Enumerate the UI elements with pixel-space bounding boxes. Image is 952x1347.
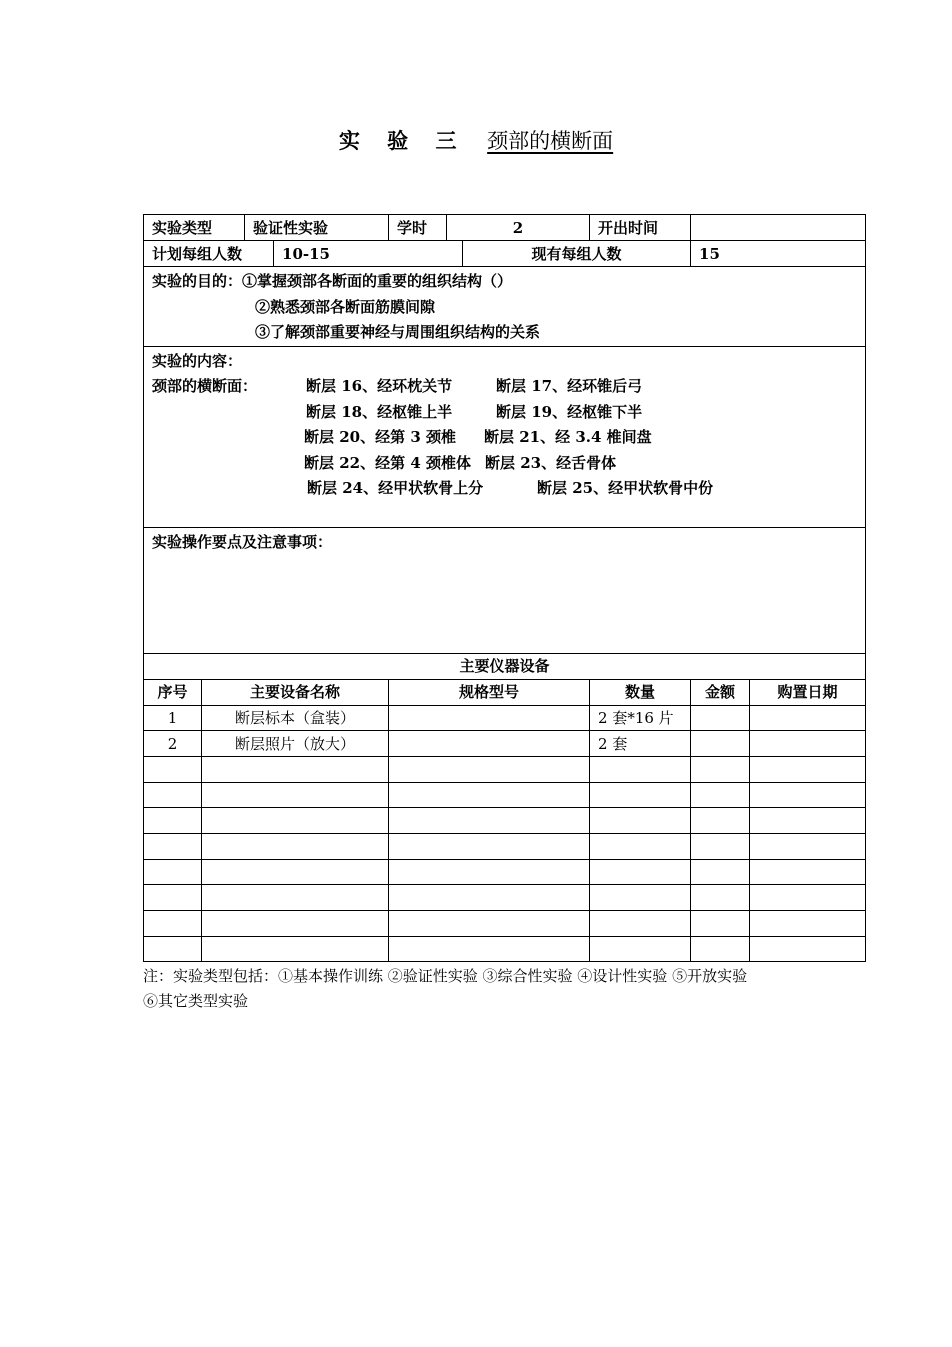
table-cell: [691, 859, 750, 885]
title-sub: 颈部的横断面: [487, 129, 614, 153]
table-row: [144, 705, 866, 731]
table-cell: [389, 911, 590, 937]
table-cell: [590, 808, 691, 834]
content-item: 断层 20、经第 3 颈椎: [304, 428, 456, 446]
table-cell: 断层标本（盒装）: [202, 705, 389, 731]
equipment-title: 主要仪器设备: [144, 653, 866, 679]
table-cell: 2: [144, 731, 202, 757]
table-cell: [202, 756, 389, 782]
table-cell: 2 套: [590, 731, 691, 757]
table-row: [144, 833, 866, 859]
table-cell: [202, 782, 389, 808]
table-cell: [144, 782, 202, 808]
table-cell: [389, 833, 590, 859]
table-cell: [750, 911, 866, 937]
content-item: 断层 22、经第 4 颈椎体: [304, 453, 471, 472]
table-cell: [590, 936, 691, 962]
content-item: 断层 21、经 3.4 椎间盘: [484, 428, 652, 446]
column-header: 规格型号: [389, 679, 590, 705]
title-main: 实 验 三: [338, 128, 467, 153]
experiment-form: [143, 214, 866, 962]
table-cell: [590, 911, 691, 937]
objective-item: ②熟悉颈部各断面筋膜间隙: [255, 297, 436, 316]
table-cell: [144, 859, 202, 885]
table-cell: [691, 936, 750, 962]
content-item: 断层 25、经甲状软骨中份: [537, 479, 714, 497]
table-cell: [144, 936, 202, 962]
table-cell: [144, 808, 202, 834]
table-cell: [691, 885, 750, 911]
table-cell: [750, 859, 866, 885]
type-value: 验证性实验: [245, 215, 389, 241]
table-cell: [202, 911, 389, 937]
objectives-cell: [144, 267, 866, 347]
table-cell: [750, 756, 866, 782]
table-cell: [590, 782, 691, 808]
table-cell: [750, 808, 866, 834]
table-cell: [750, 705, 866, 731]
footnote: [143, 964, 859, 1014]
table-row: [144, 911, 866, 937]
table-row: [144, 808, 866, 834]
table-cell: [691, 808, 750, 834]
hours-value: 2: [447, 215, 590, 241]
table-cell: 断层照片（放大）: [202, 731, 389, 757]
table-row: [144, 936, 866, 962]
table-cell: [202, 936, 389, 962]
table-cell: [691, 833, 750, 859]
table-cell: [389, 936, 590, 962]
column-header: 购置日期: [750, 679, 866, 705]
notes-label: 实验操作要点及注意事项：: [152, 532, 333, 551]
table-cell: [202, 859, 389, 885]
column-header: 金额: [691, 679, 750, 705]
table-cell: [590, 885, 691, 911]
table-row: [144, 885, 866, 911]
content-label: 实验的内容：: [152, 351, 243, 370]
table-cell: [389, 885, 590, 911]
table-cell: [590, 833, 691, 859]
equipment-rows: [144, 705, 866, 962]
plan-group-value: 10-15: [274, 241, 463, 267]
table-cell: [750, 885, 866, 911]
table-cell: [691, 705, 750, 731]
table-row: [144, 859, 866, 885]
table-cell: [144, 756, 202, 782]
table-cell: [750, 833, 866, 859]
table-row: [144, 756, 866, 782]
column-header: 主要设备名称: [202, 679, 389, 705]
table-cell: [691, 756, 750, 782]
equipment-header-row: [144, 679, 866, 705]
start-time-label: 开出时间: [590, 215, 691, 241]
table-cell: [691, 731, 750, 757]
table-cell: [202, 833, 389, 859]
table-cell: 1: [144, 705, 202, 731]
content-cell: [144, 346, 866, 527]
table-cell: [750, 936, 866, 962]
page-title: [0, 126, 952, 156]
objective-item: ①掌握颈部各断面的重要的组织结构（）: [242, 272, 513, 290]
table-row: [144, 782, 866, 808]
table-cell: [202, 808, 389, 834]
table-cell: 2 套*16 片: [590, 705, 691, 731]
table-cell: [389, 705, 590, 731]
content-item: 断层 17、经环锥后弓: [496, 377, 643, 395]
column-header: 序号: [144, 679, 202, 705]
table-cell: [144, 833, 202, 859]
table-cell: [389, 808, 590, 834]
table-cell: [691, 782, 750, 808]
table-cell: [144, 911, 202, 937]
footnote-line: 注：实验类型包括：①基本操作训练 ②验证性实验 ③综合性实验 ④设计性实验 ⑤开放实验: [143, 967, 748, 985]
objectives-label: 实验的目的：: [152, 272, 243, 290]
table-cell: [691, 911, 750, 937]
table-cell: [750, 782, 866, 808]
table-cell: [389, 859, 590, 885]
content-item: 断层 23、经舌骨体: [485, 453, 617, 472]
content-item: 断层 18、经枢锥上半: [306, 402, 453, 421]
notes-cell: [144, 527, 866, 653]
start-time-value: [691, 215, 866, 241]
content-item: 断层 24、经甲状软骨上分: [307, 479, 484, 497]
column-header: 数量: [590, 679, 691, 705]
footnote-line: ⑥其它类型实验: [143, 992, 249, 1010]
content-item: 断层 16、经环枕关节: [306, 377, 453, 395]
table-row: [144, 731, 866, 757]
actual-group-label: 现有每组人数: [463, 241, 691, 267]
table-cell: [202, 885, 389, 911]
content-sublabel: 颈部的横断面：: [152, 377, 258, 395]
table-cell: [750, 731, 866, 757]
actual-group-value: 15: [691, 241, 866, 267]
table-cell: [590, 859, 691, 885]
table-cell: [389, 782, 590, 808]
table-cell: [389, 756, 590, 782]
table-cell: [389, 731, 590, 757]
plan-group-label: 计划每组人数: [144, 241, 274, 267]
content-item: 断层 19、经枢锥下半: [496, 402, 643, 421]
table-cell: [144, 885, 202, 911]
type-label: 实验类型: [144, 215, 245, 241]
table-cell: [590, 756, 691, 782]
objective-item: ③了解颈部重要神经与周围组织结构的关系: [255, 323, 541, 341]
hours-label: 学时: [389, 215, 447, 241]
